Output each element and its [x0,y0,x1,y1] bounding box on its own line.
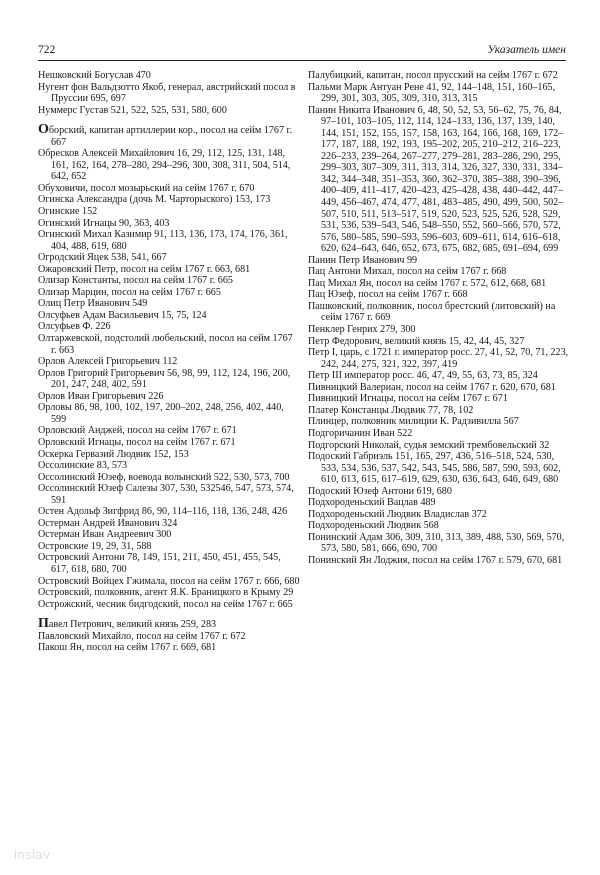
index-entry [38,460,300,472]
index-entry [38,229,300,252]
index-entry-text: Петр III император росс. 46, 47, 49, 55, 63, 73, 85, 324 [308,370,538,382]
index-entry-text: Оссолинские 83, 573 [38,460,128,472]
index-entry [38,105,300,117]
index-entry [38,310,300,322]
section-initial-letter: О [38,122,49,138]
index-entry [38,618,300,631]
page-number: 722 [38,44,56,56]
index-entry [38,287,300,299]
index-entry [308,278,570,290]
index-entry-text: Пац Антони Михал, посол на сейм 1767 г. 668 [308,266,507,278]
index-entry-text: Орлов Иван Григорьевич 226 [38,390,164,402]
index-entry-text: Орловский Анджей, посол на сейм 1767 г. 671 [38,425,237,437]
index-entry-text: Оссолинский Юзеф, воевода волынский 522, 530, 573, 700 [38,471,290,483]
index-entry-text: Островский Антони 78, 149, 151, 211, 450, 451, 455, 545, 617, 618, 680, 700 [38,552,281,575]
index-entry [38,368,300,391]
watermark-text: inslav [14,847,51,862]
index-entry [38,402,300,425]
index-entry [308,486,570,498]
index-entry-text: Орловы 86, 98, 100, 102, 197, 200–202, 248, 256, 402, 440, 599 [38,402,284,425]
index-entry-text: Панин Петр Иванович 99 [308,254,418,266]
index-entry [308,266,570,278]
index-entry [38,356,300,368]
index-entry-text: Оскерка Гервазий Людвик 152, 153 [38,448,189,460]
index-entry-text: Обуховичи, посол мозырьский на сейм 1767 г. 670 [38,182,255,194]
index-entry [38,642,300,654]
index-entry-text: Островские 19, 29, 31, 588 [38,540,152,552]
index-entry [308,405,570,417]
index-entry [308,336,570,348]
index-entry-text: Подоский Юзеф Антони 619, 680 [308,485,452,497]
index-entry-text: Пивницкий Игнацы, посол на сейм 1767 г. 671 [308,393,508,405]
index-entry [38,391,300,403]
index-entry [38,264,300,276]
index-entry-text: Пивницкий Валериан, посол на сейм 1767 г. 620, 670, 681 [308,381,556,393]
index-entry-text: Пашковский, полковник, посол брестский (литовский) на сейм 1767 г. 669 [308,300,556,324]
index-entry-text: Пац Михал Ян, посол на сейм 1767 г. 572, 612, 668, 681 [308,277,547,289]
index-entry-text: Нугент фон Вальдзотто Якоб, генерал, австрийский посол в Пруссии 695, 697 [38,81,296,105]
index-entry [38,206,300,218]
index-entry [308,289,570,301]
index-entry-text: Огродский Яцек 538, 541, 667 [38,252,167,264]
index-entry-text: Острожский, чесник бидгодский, посол на сейм 1767 г. 665 [38,598,293,610]
index-entry-text: Олтаржевской, подстолий любельский, посол на сейм 1767 г. 663 [38,333,293,356]
running-title: Указатель имен [487,44,566,56]
index-entry [38,70,300,82]
index-entry-text: Олсуфьев Ф. 226 [38,321,111,333]
index-entry [38,252,300,264]
index-entry-text: Остерман Иван Андреевич 300 [38,529,172,541]
index-entry [38,631,300,643]
index-entry-text: Олиц Петр Иванович 549 [38,298,148,310]
index-entry-text: авел Петрович, великий князь 259, 283 [48,619,217,631]
index-entry [308,370,570,382]
index-entry-text: Огинский Михал Казимир 91, 113, 136, 173, 174, 176, 361, 404, 488, 619, 680 [38,229,288,252]
index-entry-text: Олсуфьев Адам Васильевич 15, 75, 124 [38,309,207,321]
index-entry [38,449,300,461]
index-entry-text: Петр Федорович, великий князь 15, 42, 44, 45, 327 [308,335,525,347]
index-entry-text: Плинцер, полковник милиции К. Радзивилла 567 [308,416,519,428]
index-entry-text: Олизар Константы, посол на сейм 1767 г. 665 [38,275,233,287]
index-entry-text: Остен Адольф Зигфрид 86, 90, 114–116, 118, 136, 248, 426 [38,506,288,518]
index-entry-text: Огинский Игнацы 90, 363, 403 [38,217,170,229]
index-entry [38,472,300,484]
index-column-left [38,70,300,654]
index-entry-text: Подоский Габриэль 151, 165, 297, 436, 516–518, 524, 530, 533, 534, 536, 537, 542, 543, 545, 586, 587, 590, 593, 602, 610, 613, 615, 617–619, 629, 630, 636, 643, 646, 649, 680 [308,451,561,486]
index-entry [308,555,570,567]
index-entry [308,520,570,532]
index-entry [38,541,300,553]
index-entry-text: Пальми Марк Антуан Рене 41, 92, 144–148, 151, 160–165, 299, 301, 303, 305, 309, 310, 313, 315 [308,81,556,105]
index-entry-text: Панин Никита Иванович 6, 48, 50, 52, 53, 56–62, 75, 76, 84, 97–101, 103–105, 112, 114, 124–133, 136, 137, 139, 140, 144, 151, 152, 155, 157, 158, 163, 164, 166, 168, 169, 172–177, 187, 188, 192, 193, 195–202, 205, 210–212, 216–223, 226–233, 239–264, 267–277, 279–281, 283–286, 290, 295, 299–303, 307–309, 311, 313, 314, 326, 327, 330, 331, 334–342, 344–348, 351–353, 360, 362–370, 385–388, 390–396, 400–409, 411–417, 420–423, 425–428, 438, 440–442, 447–449, 456–467, 474, 477, 481, 483–485, 490, 499, 500, 502–507, 510, 511, 513–517, 519, 520, 523, 525, 526, 528, 529, 531, 536, 539–543, 546, 548–550, 552, 560–566, 570, 572, 576, 580–585, 590–593, 596–603, 609–611, 614, 616–618, 620, 624–643, 646, 652, 673, 675, 682, 685, 691–694, 699 [308,104,564,255]
index-entry [308,497,570,509]
page-header [38,42,566,61]
index-entry [38,124,300,148]
index-column-right [308,70,570,567]
index-entry [308,255,570,267]
index-entry-text: Пац Юзеф, посол на сейм 1767 г. 668 [308,289,468,301]
index-entry-text: Павловский Михайло, посол на сейм 1767 г. 672 [38,630,246,642]
index-entry [38,437,300,449]
index-entry-text: борский, капитан артиллерии кор., посол на сейм 1767 г. 667 [48,125,293,148]
index-entry-text: Понинский Ян Лоджия, посол на сейм 1767 г. 579, 670, 681 [308,554,563,566]
index-entry [308,451,570,486]
index-entry-text: Обресков Алексей Михайлович 16, 29, 112, 125, 131, 148, 161, 162, 164, 278–280, 294–296, 300, 308, 311, 504, 514, 642, 652 [38,148,291,183]
index-entry [38,194,300,206]
index-entry-text: Платер Констанцы Людвик 77, 78, 102 [308,404,474,416]
index-entry [38,321,300,333]
index-entry-text: Пенклер Генрих 279, 300 [308,324,416,336]
index-entry-text: Огинские 152 [38,206,98,218]
index-entry [38,599,300,611]
index-entry-text: Островский, полковник, агент Я.К. Браницкого в Крыму 29 [38,587,294,599]
index-entry-text: Подгорский Николай, судья земский трембовельский 32 [308,439,550,451]
index-entry-text: Ожаровский Петр, посол на сейм 1767 г. 663, 681 [38,263,251,275]
index-entry [38,82,300,105]
index-entry-text: Подгоричанин Иван 522 [308,427,413,439]
index-entry [308,347,570,370]
index-entry [38,518,300,530]
index-entry [308,301,570,324]
index-entry-text: Оссолинский Юзеф Салезы 307, 530, 532546, 547, 573, 574, 591 [38,483,294,506]
index-entry-text: Орлов Григорий Григорьевич 56, 98, 99, 112, 124, 196, 200, 201, 247, 248, 402, 591 [38,367,291,391]
index-entry-text: Орлов Алексей Григорьевич 112 [38,356,178,368]
index-entry-text: Остерман Андрей Иванович 324 [38,517,178,529]
index-entry-text: Пакош Ян, посол на сейм 1767 г. 669, 681 [38,642,217,654]
index-entry [38,148,300,183]
index-entry [38,183,300,195]
index-entry [308,393,570,405]
index-entry [38,483,300,506]
index-entry [308,532,570,555]
index-entry [38,425,300,437]
index-entry-text: Олизар Марцин, посол на сейм 1767 г. 665 [38,286,221,298]
index-entry [38,333,300,356]
index-entry [308,509,570,521]
index-entry-text: Подхороденьский Людвик Владислав 372 [308,508,487,520]
index-entry [38,275,300,287]
index-entry [308,382,570,394]
index-entry-text: Нешковский Богуслав 470 [38,70,151,81]
index-entry [308,324,570,336]
index-entry-text: Орловский Игнацы, посол на сейм 1767 г. 671 [38,436,236,448]
index-entry [308,105,570,255]
index-entry [38,218,300,230]
index-entry-text: Понинский Адам 306, 309, 310, 313, 389, 488, 530, 569, 570, 573, 580, 581, 666, 690, 700 [308,531,565,555]
index-entry-text: Петр I, царь, с 1721 г. император росс. 27, 41, 52, 70, 71, 223, 242, 244, 275, 321, 322, 397, 419 [308,347,569,370]
section-initial-letter: П [38,616,49,632]
index-entry-text: Островский Войцех Гжимала, посол на сейм 1767 г. 666, 680 [38,575,300,587]
index-entry [38,576,300,588]
index-entry [308,416,570,428]
index-entry [38,298,300,310]
index-entry [38,529,300,541]
index-entry [308,82,570,105]
index-entry [38,506,300,518]
index-entry [308,428,570,440]
index-entry [38,552,300,575]
index-entry [308,70,570,82]
index-entry [308,440,570,452]
index-entry-text: Нуммерс Густав 521, 522, 525, 531, 580, 600 [38,104,227,116]
index-entry [38,587,300,599]
index-entry-text: Подхороденьский Вацлав 489 [308,497,436,509]
index-entry-text: Огинска Александра (дочь М. Чарторыского) 153, 173 [38,194,271,206]
index-entry-text: Палубицкий, капитан, посол прусский на сейм 1767 г. 672 [308,70,558,81]
index-entry-text: Подхороденьский Людвик 568 [308,520,439,532]
